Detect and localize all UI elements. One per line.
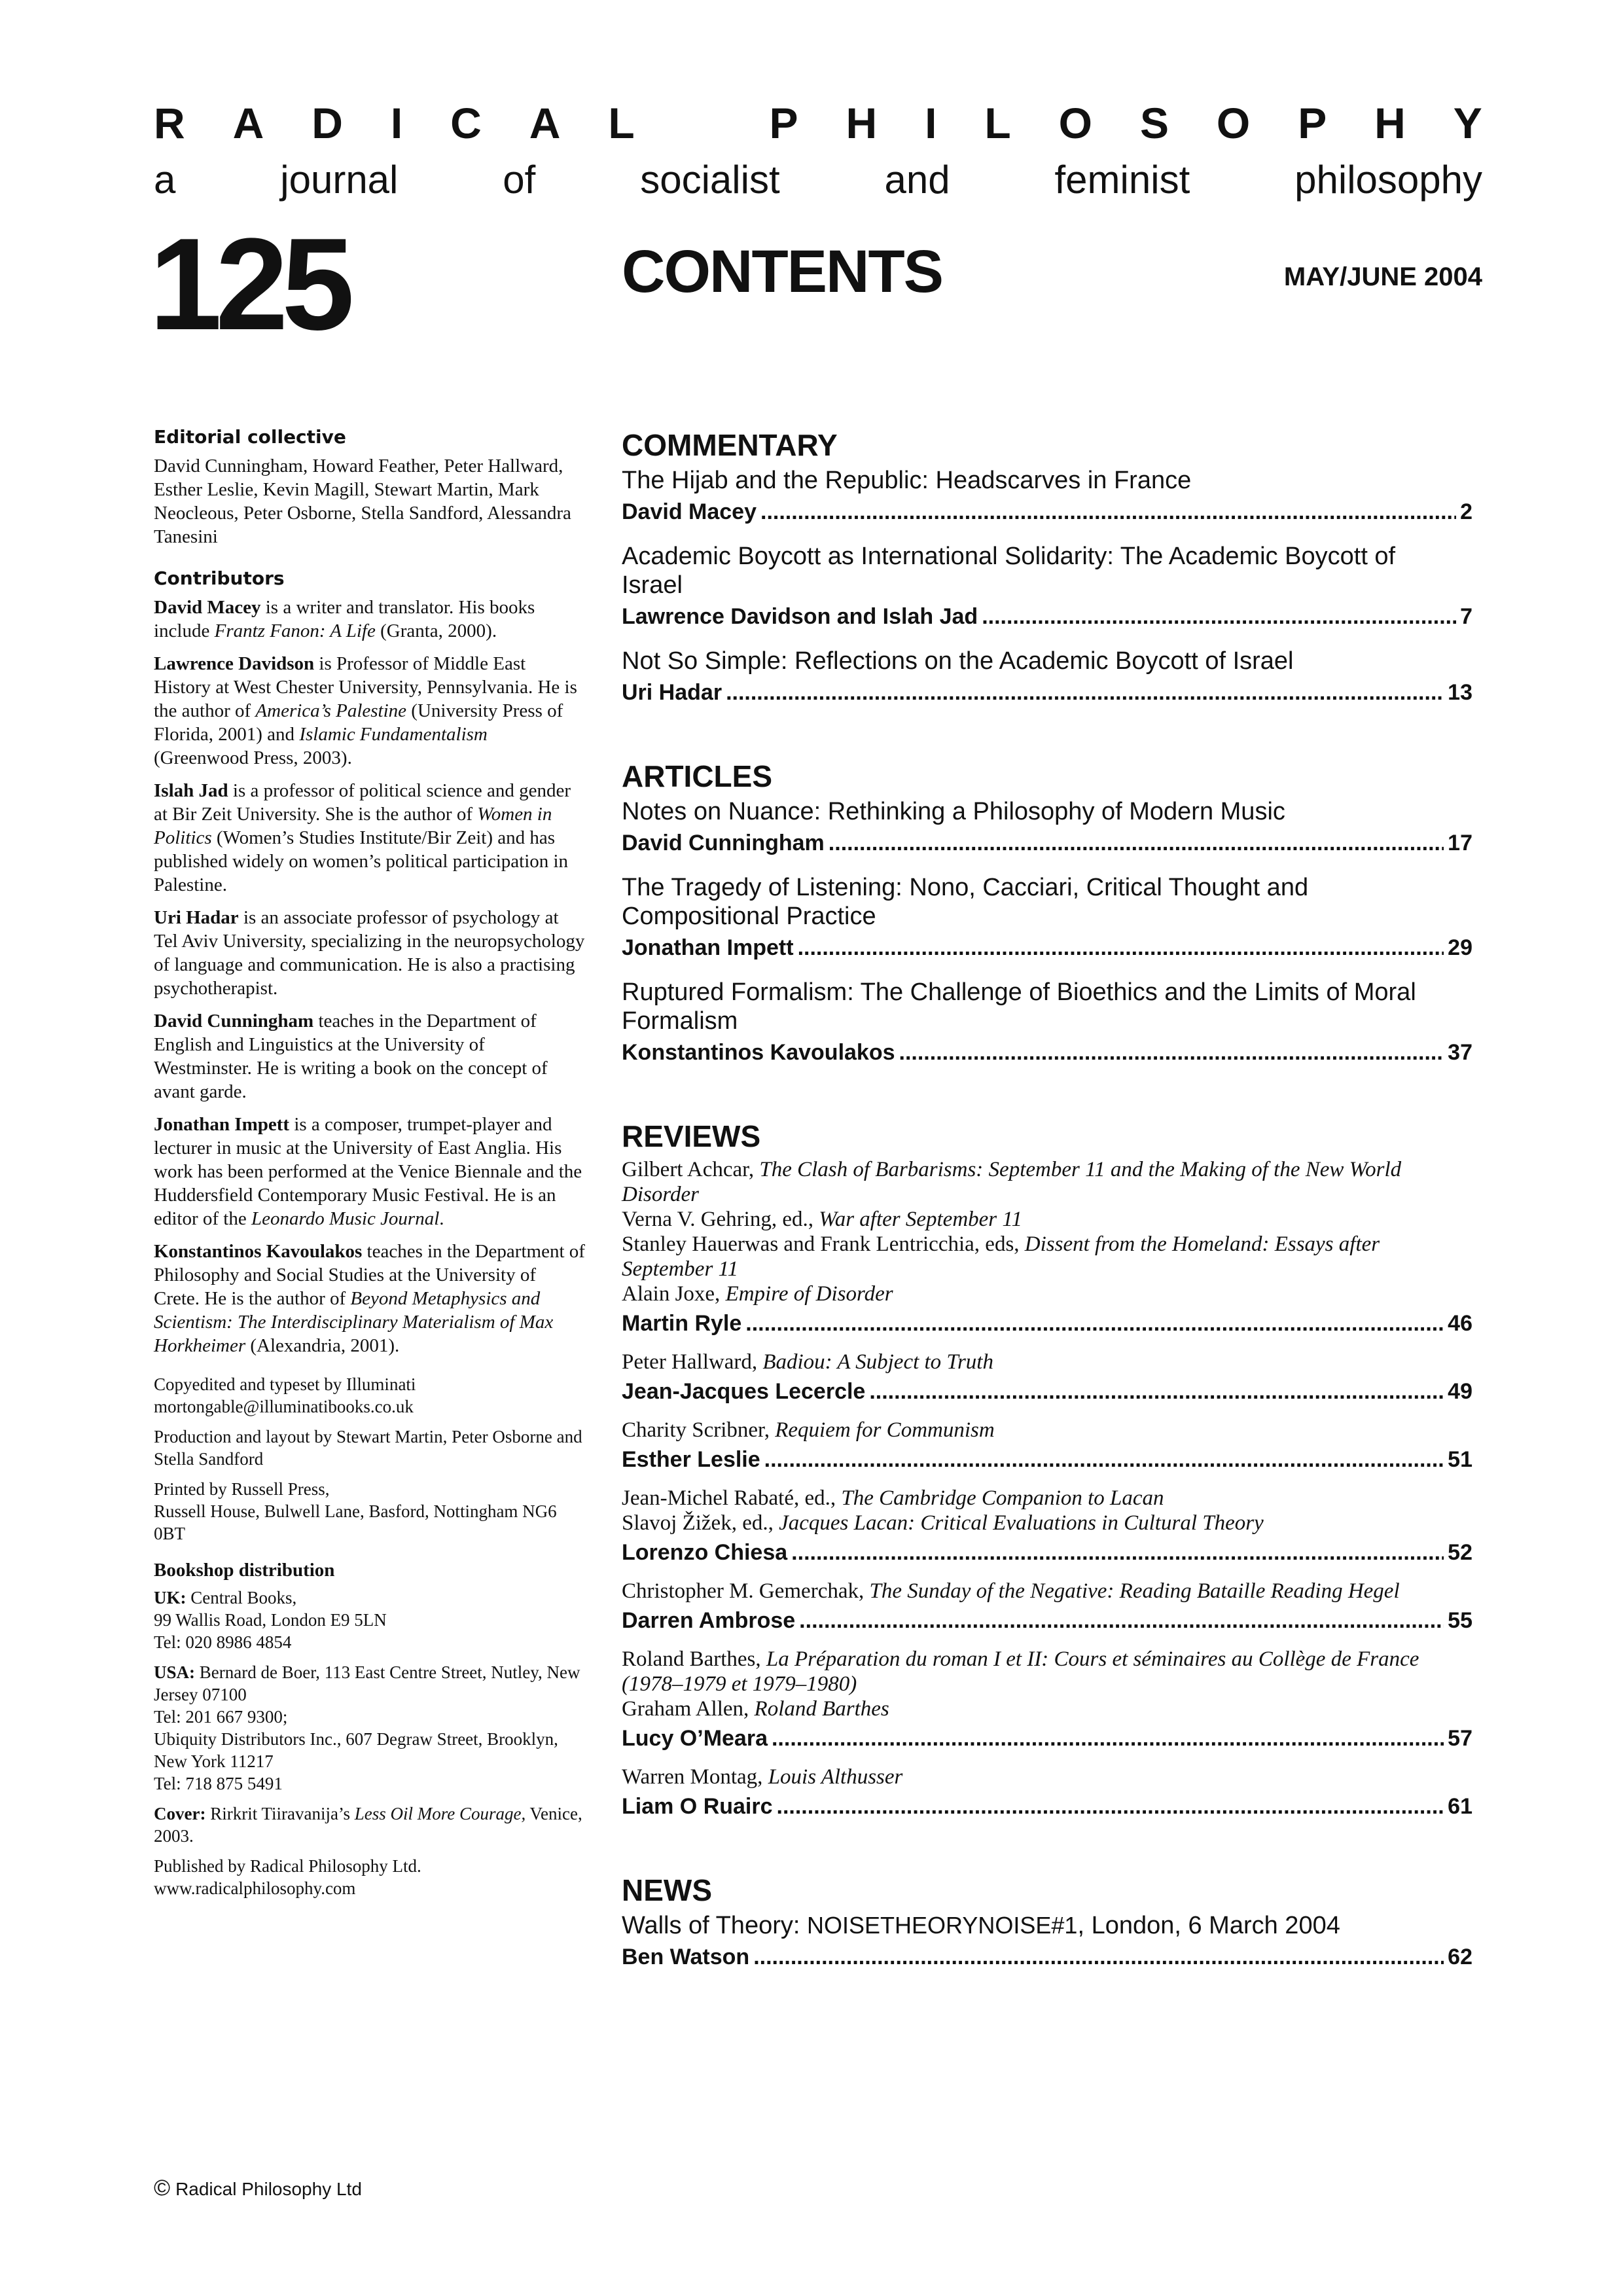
toc-entry[interactable] — [622, 978, 1472, 1069]
title-letter: H — [1374, 99, 1406, 147]
review-entry[interactable] — [622, 1765, 1472, 1823]
review-entry[interactable] — [622, 1418, 1472, 1477]
contributor-bio: David Macey is a writer and translator. His books include Frantz Fanon: A Life (Granta, 2000). — [154, 597, 535, 641]
contributor-bio: Lawrence Davidson is Professor of Middle East History at West Chester University, Pennsylvania. He is the author of America’s Palestine (University Press of Florida, 2001) and Islamic Fundamentalism (Greenwood Press, 2003). — [154, 653, 577, 768]
title-letter: R — [154, 99, 185, 147]
entry-author-line — [622, 826, 1472, 860]
leader-dots — [791, 1535, 1444, 1570]
distribution-usa: USA: Bernard de Boer, 113 East Centre Street, Nutley, New Jersey 07100 Tel: 201 667 9300; Ubiquity Distributors Inc., 607 Degraw Street, Brooklyn, New York 11217 Tel: 718 875 5491 — [154, 1662, 580, 1793]
title-letter: L — [984, 99, 1011, 147]
masthead — [154, 97, 1482, 203]
leader-dots — [777, 1789, 1444, 1823]
entry-author: Ben Watson — [622, 1945, 750, 1969]
section-articles — [622, 758, 1472, 1069]
entry-author-line — [622, 1535, 1472, 1570]
entry-author: Liam O Ruairc — [622, 1794, 773, 1819]
reviewed-book: Verna V. Gehring, ed., War after September 11 — [622, 1208, 1022, 1231]
subtitle-word: philosophy — [1294, 158, 1482, 202]
toc-entry[interactable] — [622, 873, 1472, 965]
journal-subtitle — [154, 157, 1482, 203]
entry-page: 57 — [1448, 1726, 1472, 1751]
entry-author-line — [622, 1789, 1472, 1823]
entry-author: Martin Ryle — [622, 1311, 742, 1336]
leader-dots — [899, 1035, 1444, 1069]
entry-page: 2 — [1460, 499, 1472, 524]
entry-author: David Macey — [622, 499, 757, 524]
title-letter: I — [390, 99, 403, 147]
reviewed-book: Peter Hallward, Badiou: A Subject to Truth — [622, 1350, 993, 1374]
leader-dots — [829, 826, 1444, 860]
entry-title: Academic Boycott as International Solidarity: The Academic Boycott of Israel — [622, 543, 1396, 599]
title-letter: S — [1139, 99, 1169, 147]
title-letter: L — [608, 99, 635, 147]
subtitle-word: socialist — [640, 158, 780, 202]
title-space — [683, 97, 722, 149]
contributor-bio: Konstantinos Kavoulakos teaches in the Department of Philosophy and Social Studies at the University of Crete. He is the author of Beyond Metaphysics and Scientism: The Interdisciplinary Materialism of Max Horkheimer (Alexandria, 2001). — [154, 1241, 585, 1356]
entry-page: 52 — [1448, 1540, 1472, 1565]
leader-dots — [726, 675, 1444, 709]
section-commentary — [622, 427, 1472, 709]
title-letter: I — [925, 99, 937, 147]
title-letter: O — [1216, 99, 1251, 147]
leader-dots — [982, 600, 1456, 634]
review-entry[interactable] — [622, 1486, 1472, 1570]
table-of-contents — [622, 427, 1472, 2022]
leader-dots — [772, 1721, 1444, 1755]
title-letter: A — [529, 99, 561, 147]
review-entry[interactable] — [622, 1647, 1472, 1755]
title-letter: O — [1058, 99, 1092, 147]
toc-entry[interactable] — [622, 542, 1472, 634]
reviewed-book: Gilbert Achcar, The Clash of Barbarisms: September 11 and the Making of the New World Disorder — [622, 1158, 1402, 1206]
publisher-credit: Published by Radical Philosophy Ltd. www.radicalphilosophy.com — [154, 1856, 421, 1898]
entry-author: David Cunningham — [622, 831, 825, 855]
entry-author: Esther Leslie — [622, 1447, 760, 1472]
reviewed-book: Slavoj Žižek, ed., Jacques Lacan: Critical Evaluations in Cultural Theory — [622, 1511, 1264, 1535]
entry-page: 55 — [1448, 1608, 1472, 1633]
production-credits — [154, 1373, 586, 1899]
entry-title: Walls of Theory: NOISETHEORYNOISE#1, London, 6 March 2004 — [622, 1912, 1340, 1939]
contents-heading: CONTENTS — [622, 238, 942, 305]
entry-author-line — [622, 675, 1472, 709]
copyedit-email: mortongable@illuminatibooks.co.uk — [154, 1397, 414, 1416]
reviewed-book: Graham Allen, Roland Barthes — [622, 1697, 889, 1721]
review-entry[interactable] — [622, 1157, 1472, 1340]
copyedit-credit: Copyedited and typeset by Illuminati mortongable@illuminatibooks.co.uk — [154, 1374, 416, 1416]
copyright-notice: © Radical Philosophy Ltd — [154, 2176, 362, 2200]
entry-author-line — [622, 495, 1472, 529]
title-letter: D — [312, 99, 343, 147]
contributor-bio: Islah Jad is a professor of political science and gender at Bir Zeit University. She is the author of Women in Politics (Women’s Studies Institute/Bir Zeit) and has published widely on women’s political participation in Palestine. — [154, 780, 571, 895]
reviewed-book: Stanley Hauerwas and Frank Lentricchia, eds, Dissent from the Homeland: Essays after September 11 — [622, 1232, 1380, 1281]
reviewed-book: Jean-Michel Rabaté, ed., The Cambridge Companion to Lacan — [622, 1486, 1164, 1510]
reviewed-book: Christopher M. Gemerchak, The Sunday of the Negative: Reading Bataille Reading Hegel — [622, 1579, 1400, 1603]
issue-number: 125 — [149, 211, 348, 357]
subtitle-word: of — [503, 158, 536, 202]
entry-title: Notes on Nuance: Rethinking a Philosophy of Modern Music — [622, 798, 1285, 825]
leader-dots — [798, 931, 1444, 965]
sidebar-credits — [154, 425, 586, 1907]
contributor-bio: David Cunningham teaches in the Department of English and Linguistics at the University of Westminster. He is writing a book on the concept of avant garde. — [154, 1011, 548, 1102]
title-letter: A — [232, 99, 264, 147]
entry-page: 46 — [1448, 1311, 1472, 1336]
entry-author-line — [622, 1443, 1472, 1477]
title-letter: P — [769, 99, 798, 147]
entry-author: Lucy O’Meara — [622, 1726, 768, 1751]
cover-credit: Cover: Rirkrit Tiiravanija’s Less Oil More Courage, Venice, 2003. — [154, 1804, 582, 1846]
entry-page: 37 — [1448, 1040, 1472, 1065]
entry-page: 13 — [1448, 680, 1472, 705]
distribution-uk: UK: Central Books, 99 Wallis Road, London E9 5LN Tel: 020 8986 4854 — [154, 1588, 387, 1652]
issue-date: MAY/JUNE 2004 — [1283, 262, 1482, 291]
entry-author: Lorenzo Chiesa — [622, 1540, 788, 1565]
title-letter: P — [1298, 99, 1327, 147]
toc-entry[interactable] — [622, 466, 1472, 529]
entry-author-line — [622, 1604, 1472, 1638]
entry-author: Jean-Jacques Lecercle — [622, 1379, 866, 1404]
section-title: ARTICLES — [622, 759, 772, 793]
editorial-heading: Editorial collective — [154, 426, 346, 448]
subtitle-word: a — [154, 158, 176, 202]
leader-dots — [745, 1306, 1444, 1340]
section-title: NEWS — [622, 1873, 712, 1907]
section-title: COMMENTARY — [622, 428, 838, 462]
entry-title: Not So Simple: Reflections on the Academic Boycott of Israel — [622, 647, 1294, 675]
subtitle-word: journal — [280, 158, 399, 202]
entry-author-line — [622, 931, 1472, 965]
reviewed-book: Warren Montag, Louis Althusser — [622, 1765, 903, 1789]
subtitle-word: feminist — [1054, 158, 1190, 202]
entry-author-line — [622, 1721, 1472, 1755]
review-entry[interactable] — [622, 1350, 1472, 1408]
entry-author-line — [622, 1940, 1472, 1974]
entry-title: The Hijab and the Republic: Headscarves in France — [622, 467, 1192, 494]
entry-author-line — [622, 1035, 1472, 1069]
entry-author: Uri Hadar — [622, 680, 722, 705]
toc-entry[interactable] — [622, 647, 1472, 709]
entry-page: 29 — [1448, 935, 1472, 960]
contributors-heading: Contributors — [154, 567, 285, 589]
leader-dots — [753, 1940, 1444, 1974]
journal-title — [154, 97, 1482, 149]
layout-credit: Production and layout by Stewart Martin, Peter Osborne and Stella Sandford — [154, 1427, 582, 1469]
contributor-bio: Jonathan Impett is a composer, trumpet-player and lecturer in music at the University of East Anglia. His work has been performed at the Venice Biennale and the Huddersfield Contemporary Music Festival. He is an editor of the Leonardo Music Journal. — [154, 1114, 582, 1229]
entry-author-line — [622, 600, 1472, 634]
reviewed-book: Roland Barthes, La Préparation du roman I et II: Cours et séminaires au Collège de France (1978–1979 et 1979–1980) — [622, 1647, 1419, 1696]
entry-page: 61 — [1448, 1794, 1472, 1819]
publisher-website: www.radicalphilosophy.com — [154, 1878, 356, 1898]
entry-title: The Tragedy of Listening: Nono, Cacciari, Critical Thought and Compositional Practice — [622, 874, 1309, 930]
leader-dots — [799, 1604, 1444, 1638]
copyright-icon: © — [154, 2176, 171, 2200]
entry-author-line — [622, 1306, 1472, 1340]
entry-page: 51 — [1448, 1447, 1472, 1472]
entry-author: Lawrence Davidson and Islah Jad — [622, 604, 978, 629]
entry-page: 62 — [1448, 1945, 1472, 1969]
editorial-members: David Cunningham, Howard Feather, Peter Hallward, Esther Leslie, Kevin Magill, Stewart Martin, Mark Neocleous, Peter Osborne, Stella Sandford, Alessandra Tanesini — [154, 456, 571, 547]
entry-author: Jonathan Impett — [622, 935, 794, 960]
leader-dots — [764, 1443, 1444, 1477]
reviewed-book: Alain Joxe, Empire of Disorder — [622, 1282, 893, 1306]
contributor-bio: Uri Hadar is an associate professor of psychology at Tel Aviv University, specializing in the neuropsychology of language and communication. He is also a practising psychotherapist. — [154, 907, 585, 999]
entry-page: 49 — [1448, 1379, 1472, 1404]
entry-page: 17 — [1448, 831, 1472, 855]
reviewed-book: Charity Scribner, Requiem for Communism — [622, 1418, 995, 1442]
toc-entry[interactable] — [622, 1911, 1472, 1974]
printer-credit: Printed by Russell Press, Russell House, Bulwell Lane, Basford, Nottingham NG6 0BT — [154, 1479, 557, 1543]
entry-page: 7 — [1460, 604, 1472, 629]
title-letter: Y — [1453, 99, 1482, 147]
leader-dots — [869, 1374, 1444, 1408]
title-letter: H — [846, 99, 878, 147]
toc-entry[interactable] — [622, 797, 1472, 860]
section-title: REVIEWS — [622, 1119, 761, 1153]
entry-author: Konstantinos Kavoulakos — [622, 1040, 895, 1065]
entry-title: Ruptured Formalism: The Challenge of Bioethics and the Limits of Moral Formalism — [622, 978, 1416, 1035]
leader-dots — [760, 495, 1456, 529]
section-reviews — [622, 1118, 1472, 1823]
entry-author-line — [622, 1374, 1472, 1408]
entry-author: Darren Ambrose — [622, 1608, 796, 1633]
title-letter: C — [450, 99, 482, 147]
subtitle-word: and — [884, 158, 950, 202]
review-entry[interactable] — [622, 1579, 1472, 1638]
distribution-heading: Bookshop distribution — [154, 1560, 335, 1581]
section-news — [622, 1872, 1472, 1974]
